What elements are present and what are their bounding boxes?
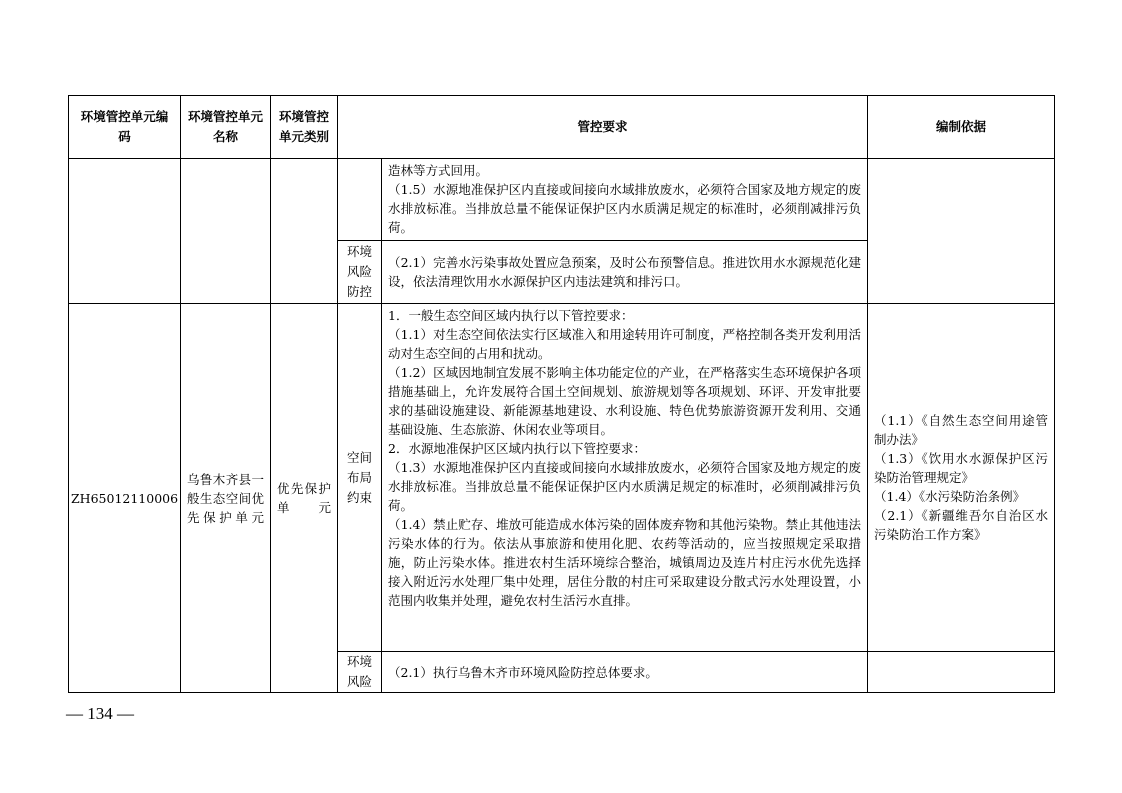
continued-risk-requirements: [382, 241, 868, 304]
continued-type-cell: [338, 159, 382, 241]
risk-type: 环境风险: [338, 652, 382, 693]
table-row: [69, 159, 1055, 241]
unit-code: ZH65012110006: [69, 304, 181, 693]
requirement-line: （2.1）完善水污染事故处置应急预案，及时公布预警信息。推进饮用水水源规范化建设，依法清理饮用水水源保护区内违法建筑和排污口。: [388, 255, 862, 289]
requirement-line: （1.2）区域因地制宜发展不影响主体功能定位的产业，在严格落实生态环境保护各项措施基础上，允许发展符合国土空间规划、旅游规划等各项规划、环评、开发审批要求的基础设施建设、新能源基地建设、水利设施、特色优势旅游资源开发利用、交通基础设施、生态旅游、休闲农业等项目。: [388, 365, 862, 437]
header-unit-name: 环境管控单元名称: [181, 96, 271, 159]
continued-code-cell: [69, 159, 181, 304]
requirement-line: 2．水源地准保护区区域内执行以下管控要求：: [388, 441, 646, 456]
basis-line: （1.3）《饮用水水源保护区污染防治管理规定》: [874, 451, 1049, 485]
continued-name-cell: [181, 159, 271, 304]
basis-line: （2.1）《新疆维吾尔自治区水污染防治工作方案》: [874, 508, 1049, 542]
basis-line: （1.1）《自然生态空间用途管制办法》: [874, 413, 1049, 447]
requirement-line: （1.1）对生态空间依法实行区域准入和用途转用许可制度，严格控制各类开发利用活动对生态空间的占用和扰动。: [388, 327, 862, 361]
continued-category-cell: [271, 159, 338, 304]
header-unit-code: 环境管控单元编码: [69, 96, 181, 159]
spatial-constraint-type: 空间布局约束: [338, 304, 382, 652]
unit-basis: [868, 304, 1055, 652]
header-basis: 编制依据: [868, 96, 1055, 159]
header-requirements: 管控要求: [338, 96, 868, 159]
requirement-line: （1.3）水源地准保护区内直接或间接向水域排放废水，必须符合国家及地方规定的废水排放标准。当排放总量不能保证保护区内水质满足规定的标准时，必须削减排污负荷。: [388, 460, 862, 513]
page-number: — 134 —: [66, 704, 134, 723]
spatial-requirements: [382, 304, 868, 652]
requirement-line: 1．一般生态空间区域内执行以下管控要求：: [388, 308, 634, 323]
requirement-line: （2.1）执行乌鲁木齐市环境风险防控总体要求。: [388, 664, 658, 680]
continued-risk-type: 环境风险防控: [338, 241, 382, 304]
table-header-row: [69, 96, 1055, 159]
unit-name: 乌鲁木齐县一般生态空间优先保护单元: [181, 304, 271, 693]
requirement-line: 造林等方式回用。: [388, 163, 489, 178]
risk-basis-cell: [868, 652, 1055, 693]
requirement-line: （1.4）禁止贮存、堆放可能造成水体污染的固体废弃物和其他污染物。禁止其他违法污染水体的行为。依法从事旅游和使用化肥、农药等活动的，应当按照规定采取措施，防止污染水体。推进农村生活环境综合整治，城镇周边及连片村庄污水优先选择接入附近污水处理厂集中处理，居住分散的村庄可采取建设分散式污水处理设置，小范围内收集并处理，避免农村生活污水直排。: [388, 517, 862, 608]
table-row: [69, 304, 1055, 652]
continued-requirements-cell: [382, 159, 868, 241]
basis-line: （1.4）《水污染防治条例》: [874, 489, 1026, 504]
risk-requirements: [382, 652, 868, 693]
requirement-line: （1.5）水源地准保护区内直接或间接向水域排放废水，必须符合国家及地方规定的废水排放标准。当排放总量不能保证保护区内水质满足规定的标准时，必须削减排污负荷。: [388, 182, 862, 235]
continued-basis-cell: [868, 159, 1055, 304]
control-unit-table: [68, 95, 1055, 693]
unit-category: 优先保护单元: [271, 304, 338, 693]
header-unit-category: 环境管控单元类别: [271, 96, 338, 159]
